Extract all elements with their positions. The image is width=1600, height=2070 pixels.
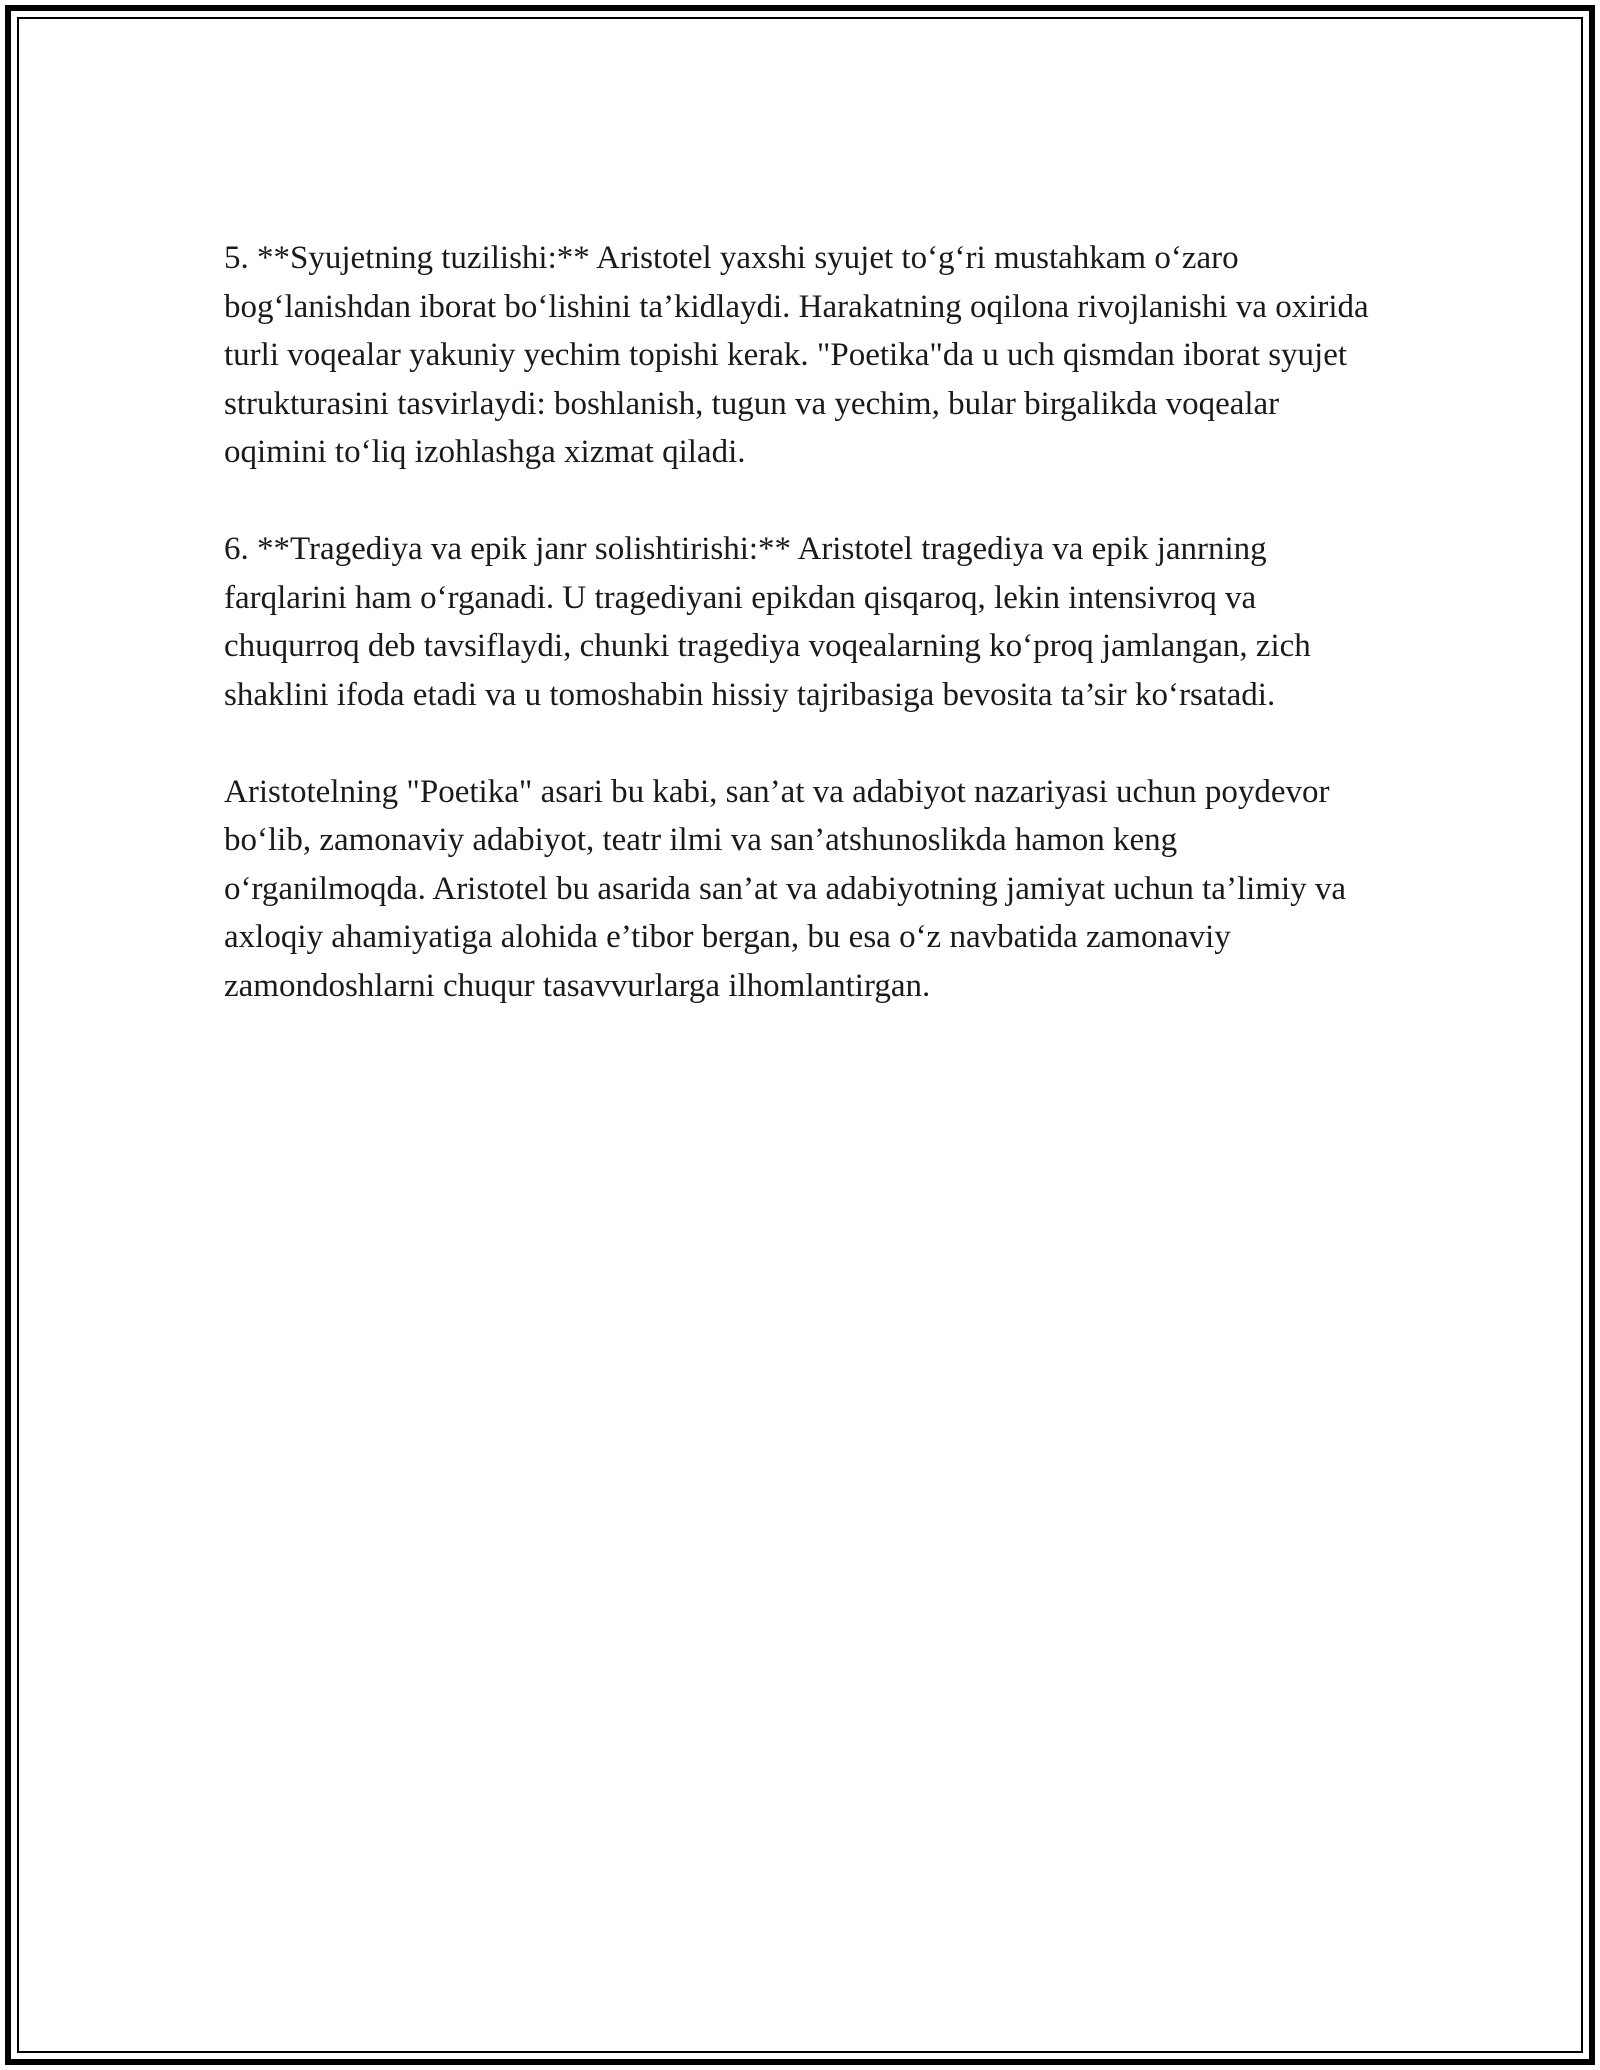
paragraph-tragediya-epik: 6. **Tragediya va epik janr solishtirishi:** Aristotel tragediya va epik janrning farqlarini ham o‘rganadi. U tragediyani epikdan qisqaroq, lekin intensivroq va chuqurroq deb tavsiflaydi, chunki tragediya voqealarning ko‘proq jamlangan, zich shaklini ifoda etadi va u tomoshabin hissiy tajribasiga bevosita ta’sir ko‘rsatadi. [224, 531, 1311, 713]
document-body [224, 234, 1384, 1059]
paragraph-syujet-tuzilishi: 5. **Syujetning tuzilishi:** Aristotel yaxshi syujet to‘g‘ri mustahkam o‘zaro bog‘lanishdan iborat bo‘lishini ta’kidlaydi. Harakatning oqilona rivojlanishi va oxirida turli voqealar yakuniy yechim topishi kerak. "Poetika"da u uch qismdan iborat syujet strukturasini tasvirlaydi: boshlanish, tugun va yechim, bular birgalikda voqealar oqimini to‘liq izohlashga xizmat qiladi. [224, 240, 1369, 470]
paragraph-xulosa: Aristotelning "Poetika" asari bu kabi, san’at va adabiyot nazariyasi uchun poydevor bo‘lib, zamonaviy adabiyot, teatr ilmi va san’atshunoslikda hamon keng o‘rganilmoqda. Aristotel bu asarida san’at va adabiyotning jamiyat uchun ta’limiy va axloqiy ahamiyatiga alohida e’tibor bergan, bu esa o‘z navbatida zamonaviy zamondoshlarni chuqur tasavvurlarga ilhomlantirgan. [224, 773, 1347, 1004]
